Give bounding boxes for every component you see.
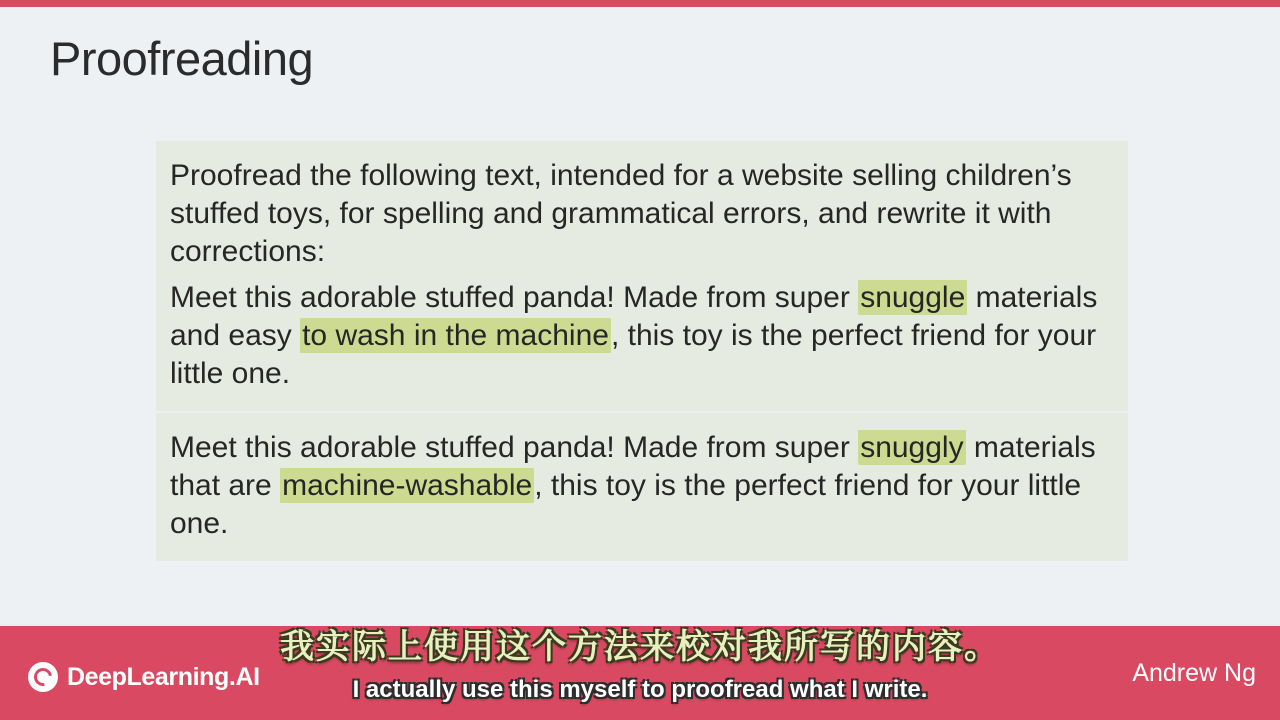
output-result-post: , this toy is the perfect friend for your little one. xyxy=(170,469,1082,540)
brand-name: DeepLearning.AI xyxy=(67,662,260,691)
page-title: Proofreading xyxy=(50,32,314,85)
output-highlight-snuggly: snuggly xyxy=(860,431,964,464)
prompt-highlight-machine-phrase: to wash in the machine xyxy=(302,319,609,352)
prompt-sample-post: , this toy is the perfect friend for your little one. xyxy=(170,319,1097,390)
prompt-sample-mid: materials and easy xyxy=(170,281,1098,352)
output-result-text xyxy=(170,429,1114,543)
prompt-highlight-snuggle: snuggle xyxy=(860,281,966,314)
subtitle-english: I actually use this myself to proofread what I write. xyxy=(352,676,928,703)
prompt-sample-pre: Meet this adorable stuffed panda! Made from super xyxy=(170,281,859,314)
output-result-mid: materials that are xyxy=(170,431,1096,502)
output-result-pre: Meet this adorable stuffed panda! Made from super xyxy=(170,431,859,464)
prompt-instruction-text: Proofread the following text, intended for a website selling children’s stuffed toys, for spelling and grammatical errors, and rewrite it with corrections: xyxy=(170,159,1072,268)
output-panel xyxy=(156,413,1128,561)
presenter-name: Andrew Ng xyxy=(1132,659,1256,687)
subtitle-chinese: 我实际上使用这个方法来校对我所写的内容。 xyxy=(280,628,1000,666)
output-highlight-machine-washable: machine-washable xyxy=(282,469,533,502)
prompt-panel xyxy=(156,141,1128,411)
top-accent-rule xyxy=(0,0,1280,7)
prompt-sample-text xyxy=(170,279,1114,393)
